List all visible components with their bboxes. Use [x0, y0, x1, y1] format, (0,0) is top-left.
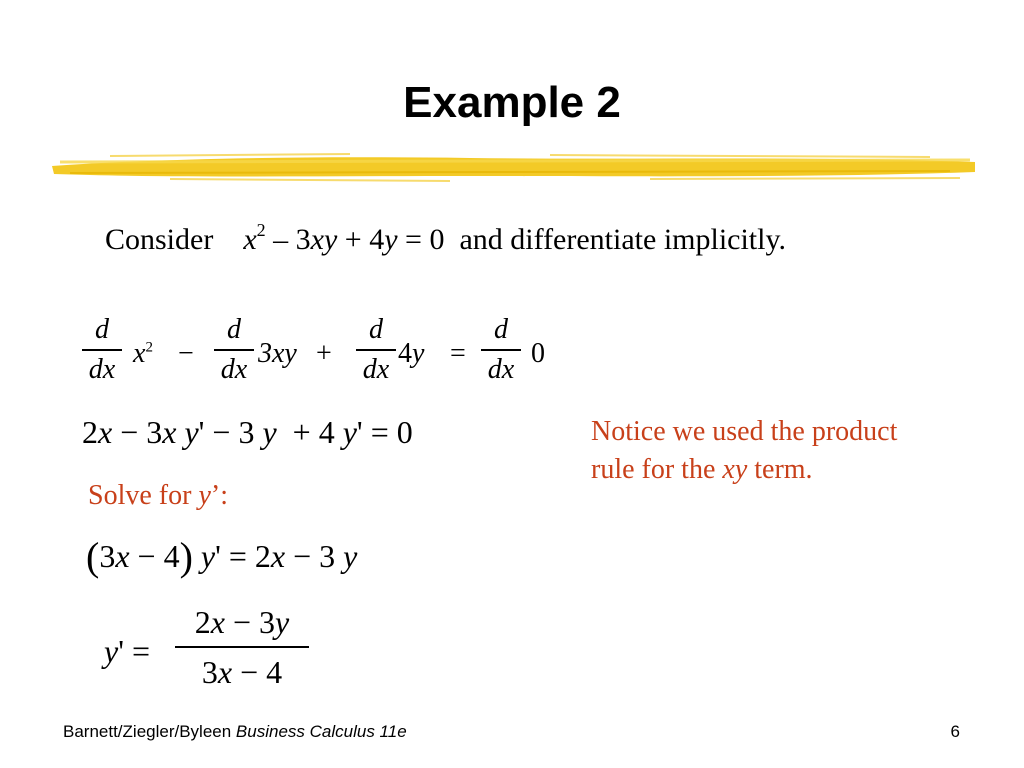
x-term: $x^2$	[133, 338, 153, 369]
derivative-step-2: 2x − 3x y' − 3 y + 4 y' = 0	[82, 414, 413, 450]
solution-fraction	[175, 606, 309, 688]
consider-label: Consider	[105, 223, 214, 256]
zero-term: 0	[531, 338, 545, 369]
footer-citation: Barnett/Ziegler/Byleen Business Calculus 11e	[63, 722, 407, 741]
given-equation: $x^2 - 3xy + 4y = 0$	[243, 220, 445, 256]
y-prime-equals: y' =	[104, 633, 151, 669]
highlighter-underline	[50, 148, 980, 188]
minus-sign: −	[178, 338, 194, 369]
intro-line	[105, 222, 786, 257]
4y-term: 4y	[398, 338, 425, 369]
factored-equation: (3x − 4) y' = 2x − 3 y	[86, 534, 358, 579]
product-rule-note: Notice we used the product rule for the xy term.	[591, 416, 898, 485]
plus-sign: +	[316, 338, 332, 369]
instruction-text: and differentiate implicitly.	[459, 223, 787, 256]
d-dx-fraction: d dx	[356, 316, 396, 384]
solve-for-label: Solve for y’:	[88, 480, 228, 511]
denominator: 3x − 4	[201, 653, 283, 690]
3xy-term: 3xy	[258, 338, 297, 369]
slide-title: Example 2	[403, 78, 621, 127]
d-dx-fraction: d dx	[481, 316, 521, 384]
d-dx-fraction: d dx	[82, 316, 122, 384]
numerator: 2x − 3y	[194, 604, 290, 640]
equals-sign: =	[450, 338, 466, 369]
d-dx-fraction: d dx	[214, 316, 254, 384]
page-number: 6	[950, 722, 960, 741]
